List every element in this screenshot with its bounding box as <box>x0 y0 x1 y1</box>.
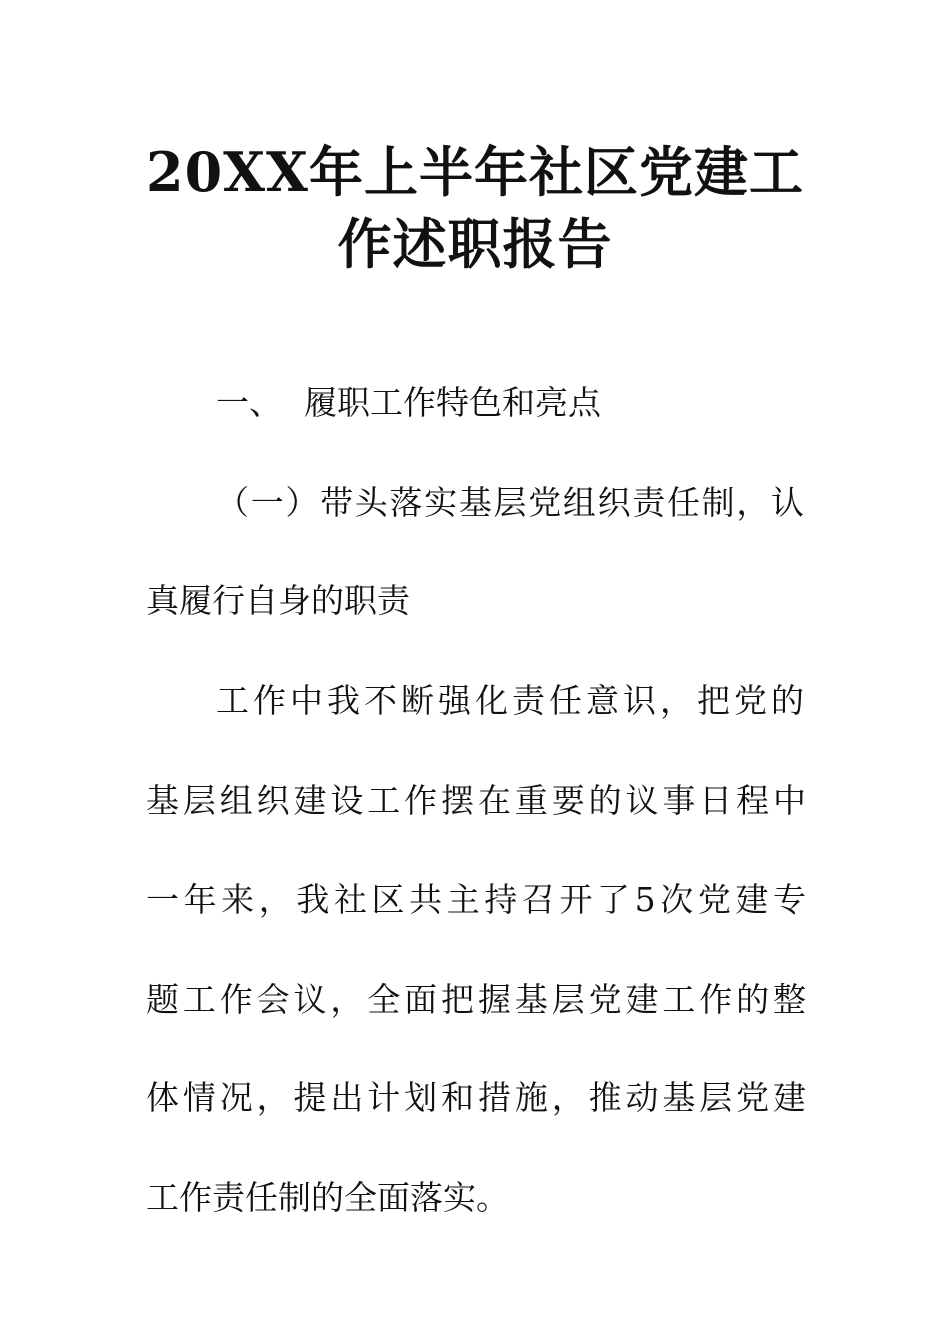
paragraph-line-2: 基层组织建设工作摆在重要的议事日程中 <box>146 781 806 820</box>
subsection-heading-line-2: 真履行自身的职责 <box>146 581 410 620</box>
document-title-line-2: 作述职报告 <box>337 212 613 276</box>
section-heading <box>216 383 601 423</box>
subsection-heading-line-1: （一）带头落实基层党组织责任制，认 <box>216 483 804 522</box>
paragraph-line-4: 题工作会议，全面把握基层党建工作的整 <box>146 980 806 1019</box>
paragraph-line-5: 体情况，提出计划和措施，推动基层党建 <box>146 1078 806 1117</box>
paragraph-line-3: 一年来，我社区共主持召开了5次党建专 <box>146 880 806 919</box>
paragraph-line-6: 工作责任制的全面落实。 <box>146 1178 509 1217</box>
document-title-line-1: 20XX年上半年社区党建工 <box>146 140 804 204</box>
section-number: 一、 <box>216 383 282 422</box>
section-heading-text: 履职工作特色和亮点 <box>304 383 601 422</box>
paragraph-line-1: 工作中我不断强化责任意识，把党的 <box>216 681 804 720</box>
